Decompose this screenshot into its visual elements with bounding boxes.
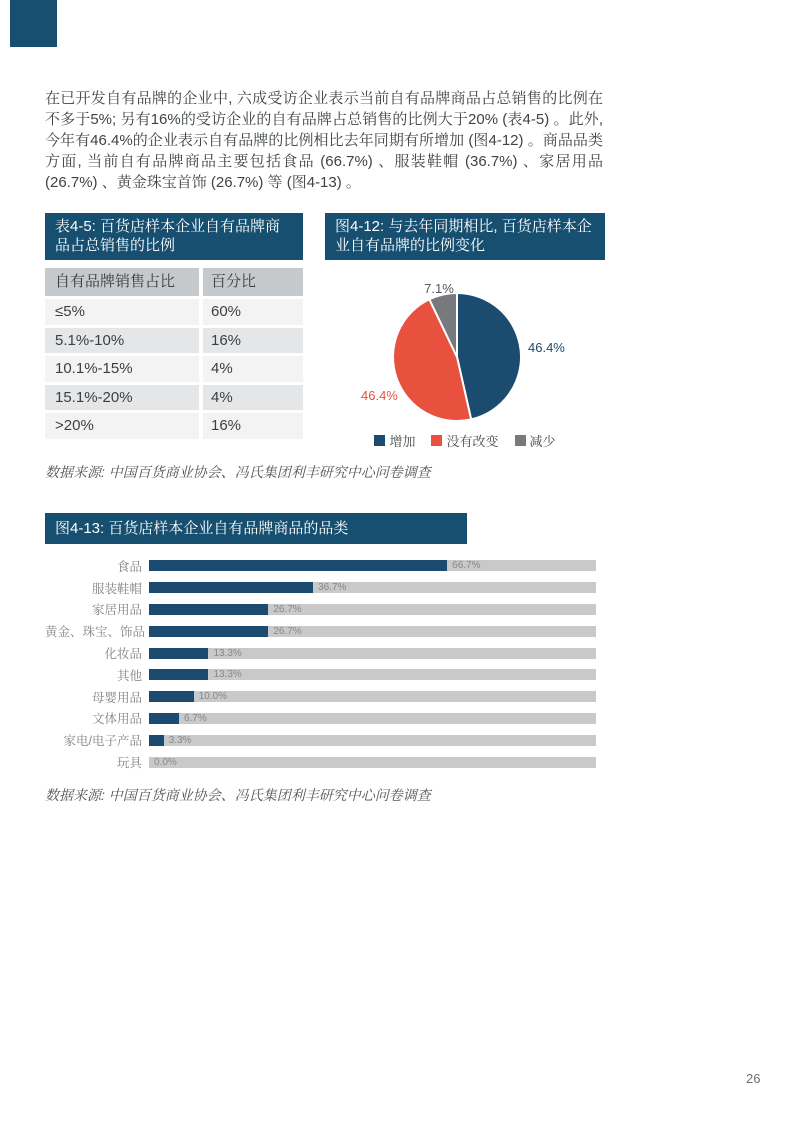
bar-fill [149, 735, 164, 746]
bar-track [149, 582, 596, 593]
bar-fill [149, 626, 268, 637]
page-number: 26 [746, 1071, 761, 1086]
data-source-bars: 数据来源: 中国百货商业协会、冯氏集团利丰研究中心问卷调查 [45, 787, 431, 803]
legend-item [431, 431, 498, 450]
intro-paragraph: 在已开发自有品牌的企业中, 六成受访企业表示当前自有品牌商品占总销售的比例在不多于5%; 另有16%的受访企业的自有品牌占总销售的比例大于20% (表4-5) 。此外, 今年有46.4%的企业表示自有品牌的比例相比去年同期有所增加 (图4-12) 。商品品类方面, 当前自有品牌商品主要包括食品 (66.7%) 、服装鞋帽 (36.7%) 、家居用品 (26.7%) 、黄金珠宝首饰 (26.7%) 等 (图4-13) 。 [45, 90, 603, 191]
legend-swatch-icon [374, 435, 385, 446]
bar-chart [45, 555, 596, 773]
table-cell: 16% [203, 328, 303, 354]
bar-row [45, 620, 596, 642]
table-row [45, 413, 303, 439]
bar-track [149, 691, 596, 702]
bar-fill [149, 669, 208, 680]
table-header-row [45, 268, 303, 296]
bar-fill [149, 691, 194, 702]
bar-value-label: 26.7% [273, 625, 302, 637]
bar-category-label: 玩具 [116, 756, 142, 771]
bar-track [149, 604, 596, 615]
legend-item [374, 431, 415, 450]
bar-fill [149, 582, 313, 593]
table-cell: 5.1%-10% [45, 328, 199, 354]
bar-value-label: 26.7% [273, 603, 302, 615]
figure-4-13-title: 图4-13: 百货店样本企业自有品牌商品的品类 [45, 513, 467, 544]
legend-label: 没有改变 [446, 434, 499, 449]
bar-row [45, 664, 596, 686]
table-cell: 16% [203, 413, 303, 439]
figure-4-12-block [325, 213, 605, 458]
bar-category-label: 文体用品 [91, 712, 142, 727]
figure-4-12-title: 图4-12: 与去年同期相比, 百货店样本企业自有品牌的比例变化 [325, 213, 605, 260]
bar-value-label: 13.3% [213, 669, 242, 681]
bar-value-label: 66.7% [452, 560, 481, 572]
table-row [45, 328, 303, 354]
table-body [45, 299, 303, 439]
bar-track [149, 757, 596, 768]
table-cell: >20% [45, 413, 199, 439]
table-cell: 60% [203, 299, 303, 325]
bar-row [45, 708, 596, 730]
bar-value-label: 6.7% [183, 712, 207, 724]
bar-track [149, 626, 596, 637]
table-header-cell: 自有品牌销售占比 [45, 268, 199, 296]
corner-brand-square [10, 0, 57, 47]
legend-label: 减少 [529, 434, 556, 449]
table-cell: 10.1%-15% [45, 356, 199, 382]
table-header-cell: 百分比 [203, 268, 303, 296]
bar-category-label: 服装鞋帽 [91, 581, 142, 596]
bar-row [45, 729, 596, 751]
table-cell: 15.1%-20% [45, 385, 199, 411]
pie-label-nochange: 46.4% [361, 388, 398, 403]
table-row [45, 356, 303, 382]
bar-row [45, 599, 596, 621]
bar-category-label: 黄金、珠宝、饰品 [45, 625, 146, 640]
table-cell: ≤5% [45, 299, 199, 325]
bar-category-label: 其他 [116, 668, 142, 683]
table-cell: 4% [203, 385, 303, 411]
bar-category-label: 化妆品 [104, 647, 142, 662]
bar-value-label: 10.0% [198, 691, 228, 703]
bar-value-label: 3.3% [168, 734, 192, 746]
data-source-table: 数据来源: 中国百货商业协会、冯氏集团利丰研究中心问卷调查 [45, 464, 431, 480]
pie-label-decrease: 7.1% [424, 281, 454, 296]
table-row [45, 299, 303, 325]
bar-track [149, 669, 596, 680]
bar-value-label: 36.7% [318, 582, 347, 594]
pie-chart [387, 287, 527, 427]
pie-legend [325, 431, 605, 450]
bar-row [45, 555, 596, 577]
bar-fill [149, 560, 447, 571]
bar-row [45, 751, 596, 773]
table-cell: 4% [203, 356, 303, 382]
bar-track [149, 713, 596, 724]
bar-value-label: 0.0% [154, 756, 177, 768]
legend-swatch-icon [431, 435, 442, 446]
bar-track [149, 735, 596, 746]
bar-track [149, 648, 596, 659]
table-row [45, 385, 303, 411]
table-4-5-title: 表4-5: 百货店样本企业自有品牌商品占总销售的比例 [45, 213, 303, 260]
table-4-5-block [45, 213, 303, 439]
legend-swatch-icon [515, 435, 526, 446]
bar-fill [149, 713, 179, 724]
bar-value-label: 13.3% [213, 647, 242, 659]
bar-category-label: 母婴用品 [91, 690, 142, 705]
legend-item [515, 431, 556, 450]
bar-category-label: 食品 [116, 559, 142, 574]
bar-row [45, 577, 596, 599]
bar-row [45, 642, 596, 664]
bar-row [45, 686, 596, 708]
bar-category-label: 家居用品 [91, 603, 142, 618]
legend-label: 增加 [389, 434, 416, 449]
bar-category-label: 家电/电子产品 [63, 734, 142, 749]
bar-fill [149, 648, 208, 659]
pie-label-increase: 46.4% [528, 340, 565, 355]
bar-track [149, 560, 596, 571]
bar-fill [149, 604, 268, 615]
